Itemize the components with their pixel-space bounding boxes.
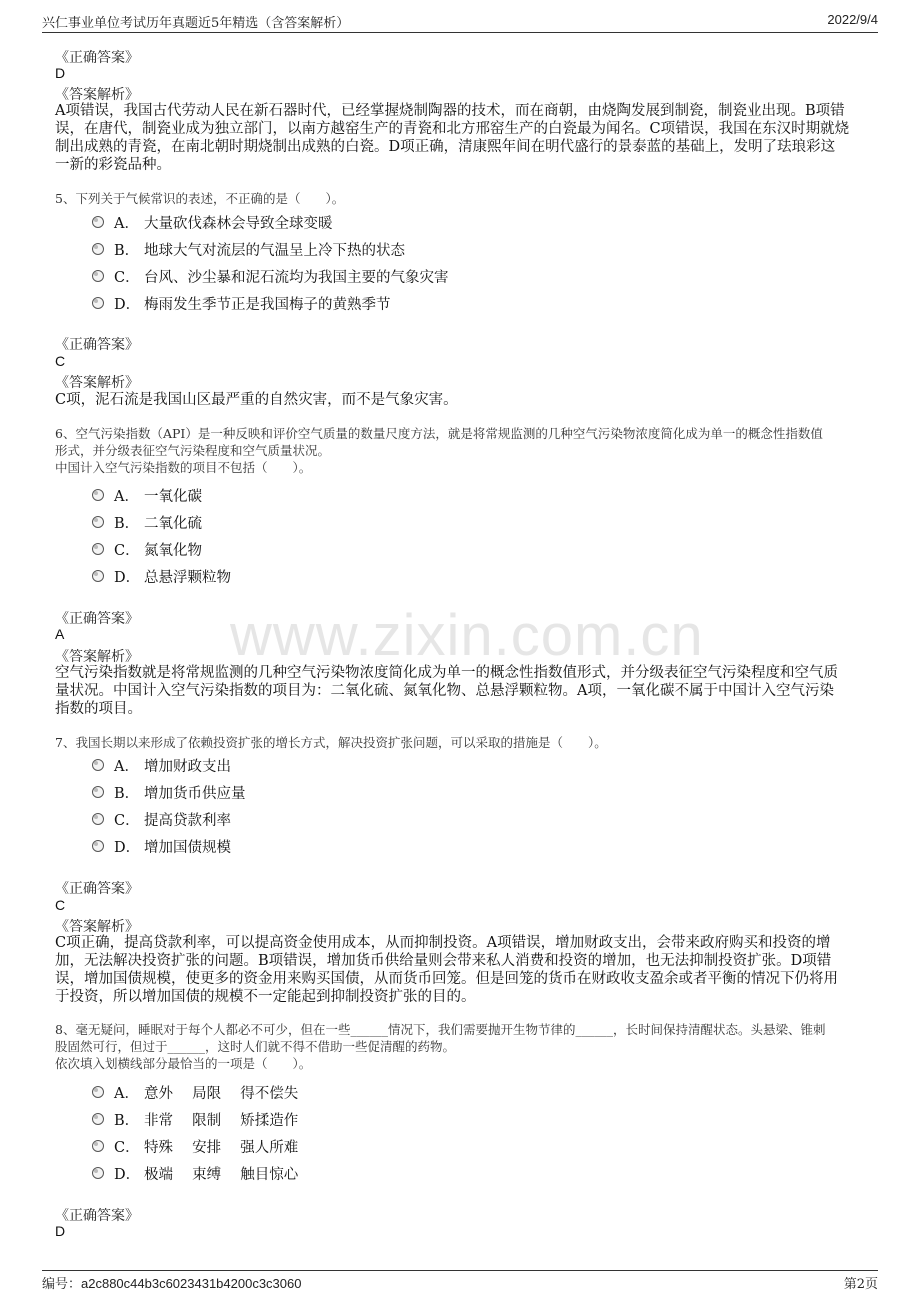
radio-button[interactable]: [92, 216, 104, 228]
question-stem: 7、我国长期以来形成了依赖投资扩张的增长方式，解决投资扩张问题，可以采取的措施是（ ）。: [55, 735, 607, 750]
radio-button[interactable]: [92, 786, 104, 798]
radio-button[interactable]: [92, 270, 104, 282]
answer-label: 《正确答案》: [55, 611, 139, 627]
answer-label: 《正确答案》: [55, 881, 139, 897]
answer-value: C: [55, 353, 66, 369]
analysis-text: 空气污染指数就是将常规监测的几种空气污染物浓度简化成为单一的概念性指数值形式，并分级表征空气污染程度和空气质 量状况。中国计入空气污染指数的项目为：二氧化硫、氮氧化物、总悬浮颗粒物。A项，一氧化碳不属于中国计入空气污染 指数的项目。: [55, 665, 838, 717]
analysis-text: A项错误，我国古代劳动人民在新石器时代，已经掌握烧制陶器的技术，而在商朝，由烧陶发展到制瓷，制瓷业出现。B项错 误，在唐代，制瓷业成为独立部门，以南方越窑生产的青瓷和北方邢窑生产的白瓷最为闻名。C项错误，我国在东汉时期就烧 制出成熟的青瓷，在南北朝时期烧制出成熟的白瓷。D项正确，清康熙年间在明代盛行的景泰蓝的基础上，发明了珐琅彩这 一新的彩瓷品种。: [55, 103, 850, 173]
document-code: 编号：a2c880c44b3c6023431b4200c3c3060: [42, 1276, 302, 1291]
radio-button[interactable]: [92, 759, 104, 771]
question-stem: 5、下列关于气候常识的表述，不正确的是（ ）。: [55, 191, 345, 206]
radio-button[interactable]: [92, 1113, 104, 1125]
answer-value: C: [55, 897, 66, 913]
analysis-label: 《答案解析》: [55, 87, 139, 103]
radio-button[interactable]: [92, 297, 104, 309]
document-title: 兴仁事业单位考试历年真题近5年精选（含答案解析）: [42, 16, 350, 31]
page-number: 第2页: [843, 1277, 878, 1292]
radio-button[interactable]: [92, 1086, 104, 1098]
radio-button[interactable]: [92, 543, 104, 555]
radio-button[interactable]: [92, 516, 104, 528]
radio-button[interactable]: [92, 840, 104, 852]
answer-label: 《正确答案》: [55, 50, 139, 66]
question-stem: 6、空气污染指数（API）是一种反映和评价空气质量的数量尺度方法，就是将常规监测的几种空气污染物浓度简化成为单一的概念性指数值 形式，并分级表征空气污染程度和空气质量状况。 中国计入空气污染指数的项目不包括（ ）。: [55, 426, 823, 475]
question-stem: 8、毫无疑问，睡眠对于每个人都必不可少，但在一些______情况下，我们需要抛开生物节律的______，长时间保持清醒状态。头悬梁、锥刺 股固然可行，但过于______，这时人们就不得不借助一些促清醒的药物。 依次填入划横线部分最恰当的一项是（ ）。: [55, 1022, 826, 1071]
analysis-text: C项正确，提高贷款利率，可以提高资金使用成本，从而抑制投资。A项错误，增加财政支出，会带来政府购买和投资的增 加，无法解决投资扩张的问题。B项错误，增加货币供给量则会带来私人消费和投资的增加，也无法抑制投资扩张。D项错 误，增加国债规模，使更多的资金用来购买国债，从而货币回笼。但是回笼的货币在财政收支盈余或者平衡的情况下仍将用 于投资，所以增加国债的规模不一定能起到抑制投资扩张的目的。: [55, 935, 838, 1005]
document-date: 2022/9/4: [827, 12, 878, 27]
analysis-label: 《答案解析》: [55, 375, 139, 391]
watermark: www.zixin.com.cn: [230, 603, 704, 668]
answer-label: 《正确答案》: [55, 1208, 139, 1224]
answer-value: D: [55, 65, 66, 81]
analysis-label: 《答案解析》: [55, 919, 139, 935]
answer-value: A: [55, 626, 65, 642]
radio-button[interactable]: [92, 1140, 104, 1152]
radio-button[interactable]: [92, 570, 104, 582]
page-header: [42, 12, 878, 33]
page-footer: [42, 1270, 878, 1291]
answer-value: D: [55, 1223, 66, 1239]
radio-button[interactable]: [92, 243, 104, 255]
radio-button[interactable]: [92, 489, 104, 501]
radio-button[interactable]: [92, 1167, 104, 1179]
analysis-label: 《答案解析》: [55, 649, 139, 665]
radio-button[interactable]: [92, 813, 104, 825]
analysis-text: C项，泥石流是我国山区最严重的自然灾害，而不是气象灾害。: [55, 392, 458, 408]
answer-label: 《正确答案》: [55, 337, 139, 353]
